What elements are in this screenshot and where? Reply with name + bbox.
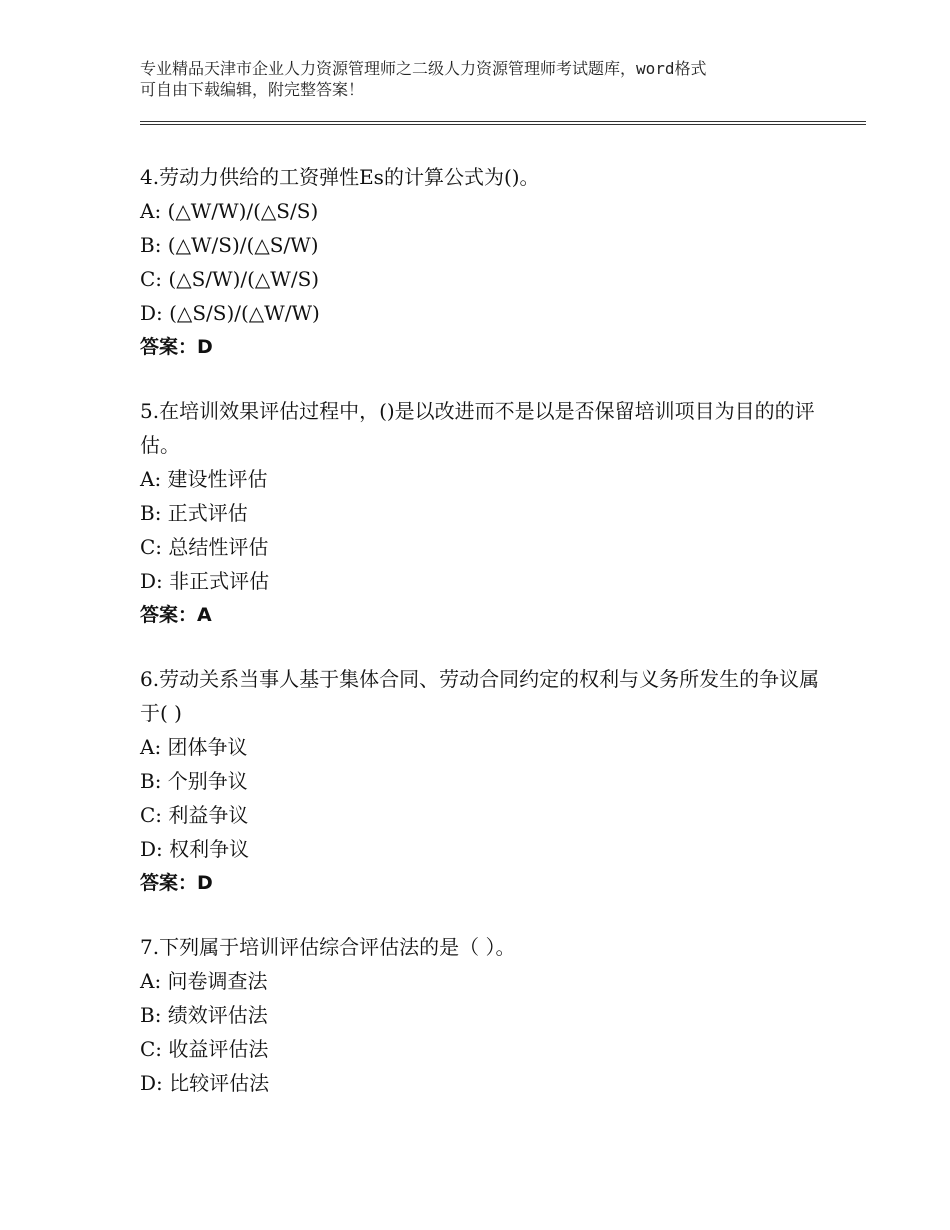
option-a: A: 团体争议 [140, 735, 248, 759]
option-a: A: 问卷调查法 [140, 969, 268, 993]
option-c: C: 利益争议 [140, 803, 249, 827]
header-line-2: 可自由下载编辑，附完整答案！ [140, 80, 365, 99]
header-line-1: 专业精品天津市企业人力资源管理师之二级人力资源管理师考试题库，word格式 [140, 59, 707, 78]
header-rule-bottom [140, 124, 866, 125]
option-a: A: (△W/W)/(△S/S) [140, 199, 319, 223]
question-stem: 6.劳动关系当事人基于集体合同、劳动合同约定的权利与义务所发生的争议属于( ) [140, 667, 820, 725]
answer: 答案：D [140, 872, 213, 894]
question-5 [140, 394, 820, 632]
option-b: B: 正式评估 [140, 501, 248, 525]
answer: 答案：A [140, 604, 212, 626]
question-list [140, 160, 820, 1130]
question-stem: 7.下列属于培训评估综合评估法的是（ ）。 [140, 935, 516, 959]
question-6 [140, 662, 820, 900]
question-4 [140, 160, 820, 364]
option-d: D: 非正式评估 [140, 569, 270, 593]
option-a: A: 建设性评估 [140, 467, 268, 491]
option-b: B: 绩效评估法 [140, 1003, 268, 1027]
option-b: B: (△W/S)/(△S/W) [140, 233, 319, 257]
option-c: C: 总结性评估 [140, 535, 269, 559]
option-d: D: 比较评估法 [140, 1071, 270, 1095]
option-c: C: (△S/W)/(△W/S) [140, 267, 320, 291]
header-rule-top [140, 121, 866, 122]
option-d: D: (△S/S)/(△W/W) [140, 301, 320, 325]
question-stem: 4.劳动力供给的工资弹性Es的计算公式为()。 [140, 165, 540, 189]
document-header [140, 58, 820, 100]
option-c: C: 收益评估法 [140, 1037, 269, 1061]
option-d: D: 权利争议 [140, 837, 250, 861]
option-b: B: 个别争议 [140, 769, 248, 793]
question-7 [140, 930, 820, 1100]
answer: 答案：D [140, 336, 213, 358]
question-stem: 5.在培训效果评估过程中，()是以改进而不是以是否保留培训项目为目的的评估。 [140, 399, 815, 457]
